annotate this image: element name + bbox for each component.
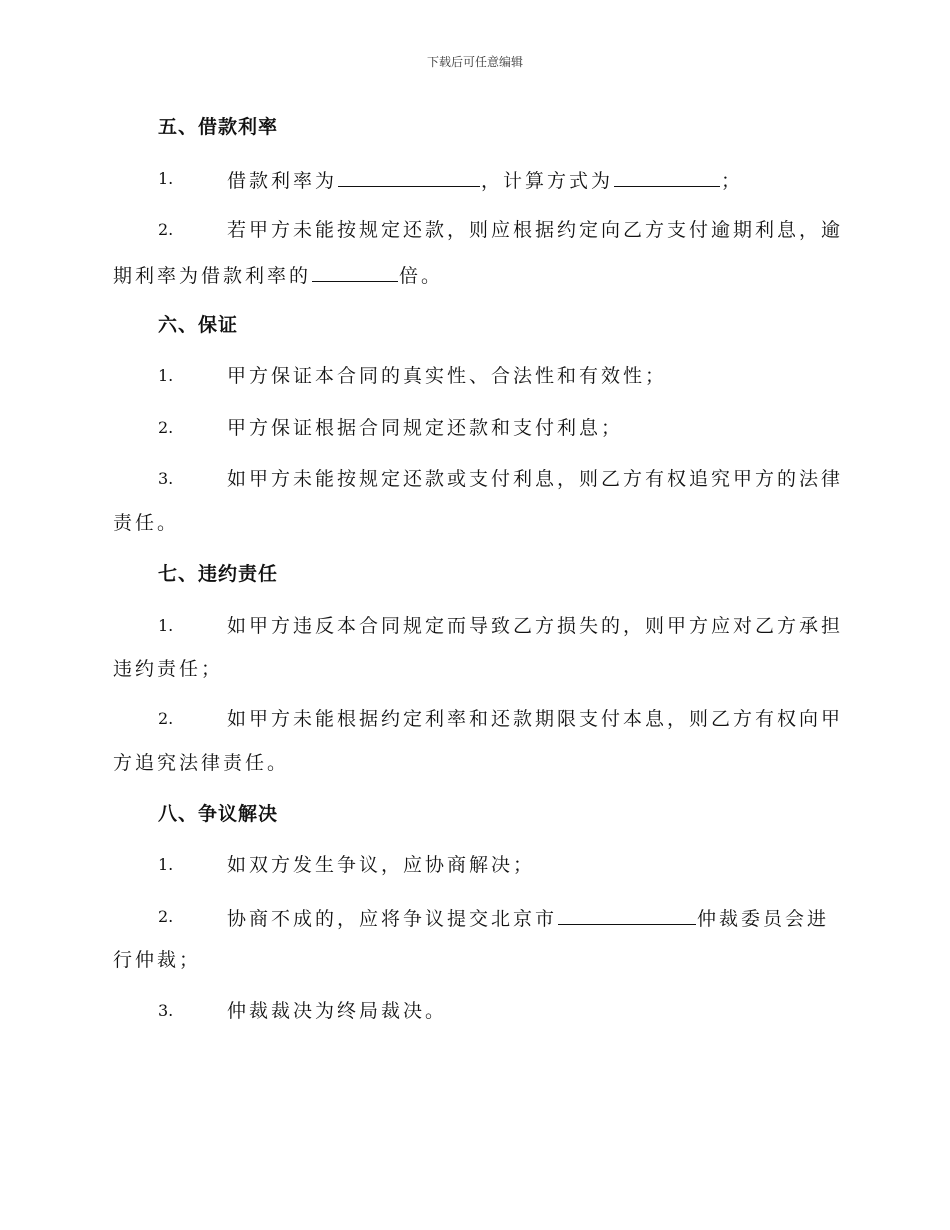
s8-item-3-text: 仲裁裁决为终局裁决。 [227, 1000, 448, 1022]
s6-item-2-number: 2. [158, 418, 174, 437]
s7-item-2-number: 2. [158, 709, 174, 728]
s8-item-1-number: 1. [158, 855, 174, 874]
s6-item-2-text: 甲方保证根据合同规定还款和支付利息； [227, 417, 624, 439]
s8-item-2-number: 2. [158, 907, 174, 926]
page-header: 下载后可任意编辑 [426, 55, 523, 69]
s5-item-1-part-a: 借款利率为 [227, 170, 338, 192]
s8-item-2-line-1 [227, 904, 829, 932]
s5-item-1-text [227, 166, 743, 194]
section-8-title: 八、争议解决 [158, 803, 279, 825]
s6-item-3-line-1: 如甲方未能按规定还款或支付利息，则乙方有权追究甲方的法律 [227, 468, 844, 490]
s5-item-2-number: 2. [158, 220, 174, 239]
s8-item-2-line-1-part-b: 仲裁委员会进 [697, 908, 830, 930]
section-5-title: 五、借款利率 [158, 116, 279, 138]
section-7-title: 七、违约责任 [158, 563, 279, 585]
section-6-title: 六、保证 [158, 314, 239, 336]
s6-item-1-text: 甲方保证本合同的真实性、合法性和有效性； [227, 365, 668, 387]
s6-item-3-line-2: 责任。 [113, 512, 180, 534]
s7-item-1-number: 1. [158, 616, 174, 635]
s5-item-1-part-b: ，计算方式为 [481, 170, 614, 192]
s8-item-3-number: 3. [158, 1001, 174, 1020]
s6-item-1-number: 1. [158, 366, 174, 385]
s7-item-2-line-1: 如甲方未能根据约定利率和还款期限支付本息，则乙方有权向甲 [227, 708, 844, 730]
s8-item-1-text: 如双方发生争议，应协商解决； [227, 854, 536, 876]
s5-item-2-line-1: 若甲方未能按规定还款，则应根据约定向乙方支付逾期利息，逾 [227, 219, 844, 241]
s6-item-3-number: 3. [158, 469, 174, 488]
s7-item-1-line-1: 如甲方违反本合同规定而导致乙方损失的，则甲方应对乙方承担 [227, 615, 844, 637]
s7-item-2-line-2: 方追究法律责任。 [113, 752, 290, 774]
s5-item-1-part-c: ； [721, 170, 744, 192]
s8-item-2-line-1-part-a: 协商不成的，应将争议提交北京市 [227, 908, 558, 930]
s7-item-1-line-2: 违约责任； [113, 658, 224, 680]
calculation-method-blank[interactable] [614, 166, 720, 187]
s5-item-2-line-2-part-b: 倍。 [399, 265, 444, 287]
arbitration-commission-blank[interactable] [558, 904, 696, 925]
s5-item-1-number: 1. [158, 169, 174, 188]
s5-item-2-line-2-part-a: 期利率为借款利率的 [113, 265, 312, 287]
interest-rate-blank[interactable] [338, 166, 480, 187]
overdue-multiplier-blank[interactable] [312, 261, 398, 282]
s8-item-2-line-2: 行仲裁； [113, 949, 202, 971]
s5-item-2-line-2 [113, 261, 443, 289]
